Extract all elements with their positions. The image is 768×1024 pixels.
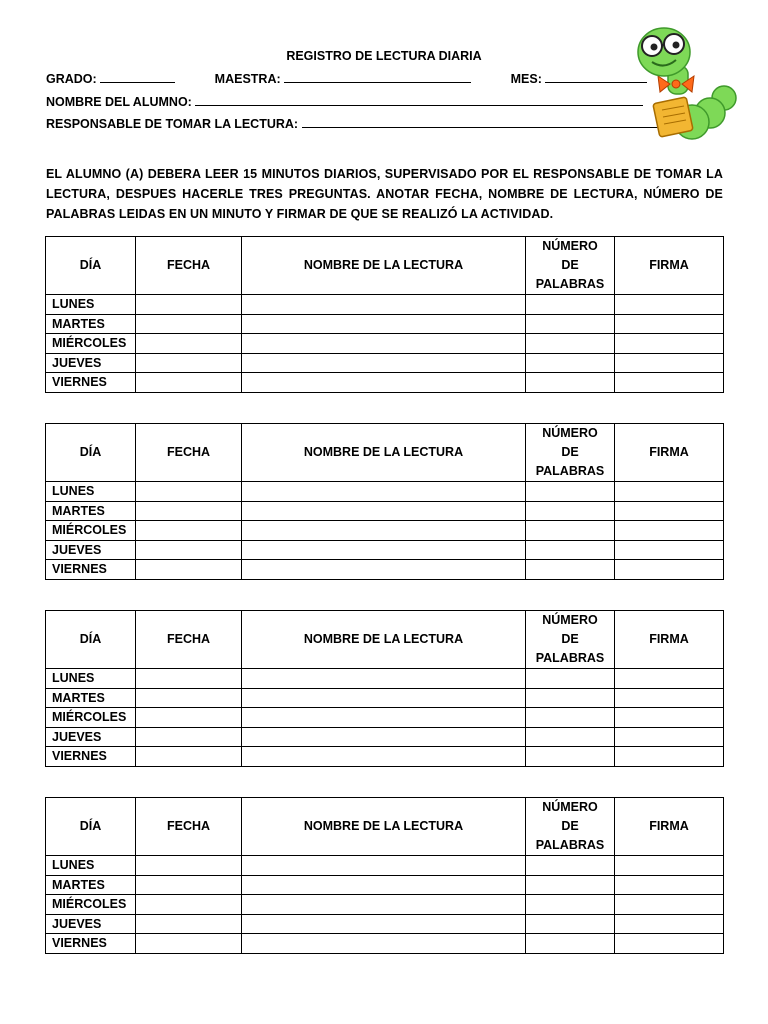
header-firma-text: FIRMA — [649, 819, 689, 833]
header-numero-palabras — [526, 237, 615, 295]
header-fecha-text: FECHA — [166, 258, 211, 272]
fecha-cell[interactable] — [136, 934, 242, 954]
nombre-lectura-cell[interactable] — [242, 373, 526, 393]
table-row — [46, 895, 724, 915]
table-header-row — [46, 424, 724, 482]
table-row — [46, 334, 724, 354]
header-fecha-text: FECHA — [166, 445, 211, 459]
table-row — [46, 501, 724, 521]
reading-log-table-2 — [45, 423, 724, 580]
numero-palabras-cell[interactable] — [526, 875, 615, 895]
table-row — [46, 314, 724, 334]
day-cell: MARTES — [46, 688, 136, 708]
header-numero-palabras-text: NÚMERO — [542, 239, 598, 253]
fecha-cell[interactable] — [136, 295, 242, 315]
numero-palabras-cell[interactable] — [526, 482, 615, 502]
table-row — [46, 295, 724, 315]
instructions-paragraph: EL ALUMNO (A) DEBERA LEER 15 MINUTOS DIARIOS, SUPERVISADO POR EL RESPONSABLE DE TOMAR LA LECTURA, DESPUES HACERLE TRES PREGUNTAS. ANOTAR FECHA, NOMBRE DE LECTURA, NÚMERO DE PALABRAS LEIDAS EN UN MINUTO Y FIRMAR DE QUE SE REALIZÓ LA ACTIVIDAD. — [46, 167, 723, 221]
numero-palabras-cell[interactable] — [526, 521, 615, 541]
header-numero-palabras-text: DE — [561, 632, 579, 646]
bookworm-icon — [622, 18, 740, 148]
fecha-cell[interactable] — [136, 914, 242, 934]
header-firma — [615, 611, 724, 669]
header-row-1 — [46, 70, 647, 86]
day-cell: MIÉRCOLES — [46, 334, 136, 354]
day-cell: MARTES — [46, 501, 136, 521]
day-cell: JUEVES — [46, 914, 136, 934]
reading-log-table-3 — [45, 610, 724, 767]
header-dia — [46, 424, 136, 482]
day-cell: LUNES — [46, 856, 136, 876]
nombre-lectura-cell[interactable] — [242, 934, 526, 954]
fecha-cell[interactable] — [136, 540, 242, 560]
firma-cell[interactable] — [615, 295, 724, 315]
numero-palabras-cell[interactable] — [526, 934, 615, 954]
firma-cell[interactable] — [615, 669, 724, 689]
fecha-cell[interactable] — [136, 373, 242, 393]
fecha-cell[interactable] — [136, 521, 242, 541]
table-row — [46, 747, 724, 767]
nombre-lectura-cell[interactable] — [242, 747, 526, 767]
fecha-cell[interactable] — [136, 875, 242, 895]
header-numero-palabras — [526, 611, 615, 669]
table-header-row — [46, 611, 724, 669]
fecha-cell[interactable] — [136, 727, 242, 747]
numero-palabras-cell[interactable] — [526, 856, 615, 876]
header-nombre-lectura-text: NOMBRE DE LA LECTURA — [303, 258, 464, 272]
numero-palabras-cell[interactable] — [526, 560, 615, 580]
firma-cell[interactable] — [615, 521, 724, 541]
firma-cell[interactable] — [615, 560, 724, 580]
header-nombre-lectura-text: NOMBRE DE LA LECTURA — [303, 445, 464, 459]
table-header-row — [46, 798, 724, 856]
fecha-cell[interactable] — [136, 747, 242, 767]
header-fecha — [136, 798, 242, 856]
nombre-alumno-label: NOMBRE DEL ALUMNO: — [46, 95, 192, 109]
header-firma-text: FIRMA — [649, 445, 689, 459]
nombre-lectura-cell[interactable] — [242, 560, 526, 580]
numero-palabras-cell[interactable] — [526, 727, 615, 747]
grado-label: GRADO: — [46, 72, 97, 86]
header-fecha-text: FECHA — [166, 819, 211, 833]
header-numero-palabras-text: PALABRAS — [535, 838, 605, 852]
table-row — [46, 669, 724, 689]
numero-palabras-cell[interactable] — [526, 295, 615, 315]
table-row — [46, 521, 724, 541]
header-numero-palabras-text: DE — [561, 819, 579, 833]
day-cell: MARTES — [46, 314, 136, 334]
maestra-label: MAESTRA: — [214, 72, 281, 86]
header-numero-palabras-text: PALABRAS — [535, 464, 605, 478]
firma-cell[interactable] — [615, 482, 724, 502]
header-firma — [615, 237, 724, 295]
header-fecha — [136, 237, 242, 295]
header-numero-palabras-text: NÚMERO — [542, 613, 598, 627]
header-nombre-lectura — [242, 798, 526, 856]
day-cell: MARTES — [46, 875, 136, 895]
firma-cell[interactable] — [615, 747, 724, 767]
day-cell: VIERNES — [46, 560, 136, 580]
header-nombre-lectura — [242, 611, 526, 669]
header-row-2 — [46, 93, 643, 109]
table-row — [46, 482, 724, 502]
nombre-lectura-cell[interactable] — [242, 688, 526, 708]
numero-palabras-cell[interactable] — [526, 914, 615, 934]
numero-palabras-cell[interactable] — [526, 708, 615, 728]
header-nombre-lectura — [242, 237, 526, 295]
firma-cell[interactable] — [615, 895, 724, 915]
nombre-lectura-cell[interactable] — [242, 521, 526, 541]
firma-cell[interactable] — [615, 540, 724, 560]
firma-cell[interactable] — [615, 875, 724, 895]
firma-cell[interactable] — [615, 373, 724, 393]
numero-palabras-cell[interactable] — [526, 334, 615, 354]
header-row-3 — [46, 115, 662, 131]
table-row — [46, 914, 724, 934]
nombre-lectura-cell[interactable] — [242, 895, 526, 915]
firma-cell[interactable] — [615, 914, 724, 934]
table-header-row — [46, 237, 724, 295]
header-numero-palabras-text: PALABRAS — [535, 277, 605, 291]
day-cell: JUEVES — [46, 727, 136, 747]
day-cell: VIERNES — [46, 934, 136, 954]
day-cell: LUNES — [46, 669, 136, 689]
day-cell: VIERNES — [46, 373, 136, 393]
header-numero-palabras — [526, 424, 615, 482]
nombre-lectura-cell[interactable] — [242, 501, 526, 521]
table-row — [46, 708, 724, 728]
numero-palabras-cell[interactable] — [526, 314, 615, 334]
header-firma — [615, 798, 724, 856]
table-row — [46, 373, 724, 393]
nombre-lectura-cell[interactable] — [242, 856, 526, 876]
day-cell: JUEVES — [46, 540, 136, 560]
header-firma-text: FIRMA — [649, 258, 689, 272]
fecha-cell[interactable] — [136, 501, 242, 521]
fecha-cell[interactable] — [136, 560, 242, 580]
header-numero-palabras-text: PALABRAS — [535, 651, 605, 665]
header-numero-palabras-text: NÚMERO — [542, 800, 598, 814]
page-title: REGISTRO DE LECTURA DIARIA — [286, 49, 482, 63]
table-row — [46, 540, 724, 560]
nombre-lectura-cell[interactable] — [242, 708, 526, 728]
maestra-field[interactable] — [284, 70, 471, 83]
firma-cell[interactable] — [615, 314, 724, 334]
numero-palabras-cell[interactable] — [526, 501, 615, 521]
numero-palabras-cell[interactable] — [526, 895, 615, 915]
numero-palabras-cell[interactable] — [526, 747, 615, 767]
nombre-lectura-cell[interactable] — [242, 914, 526, 934]
header-nombre-lectura-text: NOMBRE DE LA LECTURA — [303, 632, 464, 646]
header-numero-palabras-text: NÚMERO — [542, 426, 598, 440]
numero-palabras-cell[interactable] — [526, 688, 615, 708]
firma-cell[interactable] — [615, 334, 724, 354]
fecha-cell[interactable] — [136, 314, 242, 334]
table-row — [46, 560, 724, 580]
header-dia-text: DÍA — [79, 258, 102, 272]
day-cell: VIERNES — [46, 747, 136, 767]
nombre-alumno-field[interactable] — [195, 93, 643, 106]
numero-palabras-cell[interactable] — [526, 540, 615, 560]
day-cell: MIÉRCOLES — [46, 895, 136, 915]
header-numero-palabras-text: DE — [561, 258, 579, 272]
fecha-cell[interactable] — [136, 688, 242, 708]
nombre-lectura-cell[interactable] — [242, 334, 526, 354]
firma-cell[interactable] — [615, 934, 724, 954]
nombre-lectura-cell[interactable] — [242, 482, 526, 502]
nombre-lectura-cell[interactable] — [242, 669, 526, 689]
nombre-lectura-cell[interactable] — [242, 875, 526, 895]
firma-cell[interactable] — [615, 708, 724, 728]
header-dia-text: DÍA — [79, 819, 102, 833]
fecha-cell[interactable] — [136, 353, 242, 373]
firma-cell[interactable] — [615, 856, 724, 876]
firma-cell[interactable] — [615, 353, 724, 373]
nombre-lectura-cell[interactable] — [242, 353, 526, 373]
header-dia — [46, 798, 136, 856]
reading-log-table-1 — [45, 236, 724, 393]
table-row — [46, 688, 724, 708]
header-numero-palabras — [526, 798, 615, 856]
nombre-lectura-cell[interactable] — [242, 295, 526, 315]
table-row — [46, 875, 724, 895]
fecha-cell[interactable] — [136, 482, 242, 502]
fecha-cell[interactable] — [136, 669, 242, 689]
header-dia-text: DÍA — [79, 445, 102, 459]
mes-label: MES: — [510, 72, 542, 86]
nombre-lectura-cell[interactable] — [242, 540, 526, 560]
firma-cell[interactable] — [615, 688, 724, 708]
header-fecha — [136, 424, 242, 482]
reading-log-table-4 — [45, 797, 724, 954]
numero-palabras-cell[interactable] — [526, 669, 615, 689]
firma-cell[interactable] — [615, 501, 724, 521]
day-cell: MIÉRCOLES — [46, 521, 136, 541]
responsable-field[interactable] — [302, 115, 662, 128]
header-numero-palabras-text: DE — [561, 445, 579, 459]
header-firma-text: FIRMA — [649, 632, 689, 646]
table-row — [46, 856, 724, 876]
header-fecha-text: FECHA — [166, 632, 211, 646]
header-firma — [615, 424, 724, 482]
header-fecha — [136, 611, 242, 669]
fecha-cell[interactable] — [136, 856, 242, 876]
table-row — [46, 727, 724, 747]
fecha-cell[interactable] — [136, 334, 242, 354]
responsable-label: RESPONSABLE DE TOMAR LA LECTURA: — [46, 117, 299, 131]
firma-cell[interactable] — [615, 727, 724, 747]
grado-field[interactable] — [100, 70, 175, 83]
fecha-cell[interactable] — [136, 708, 242, 728]
day-cell: LUNES — [46, 295, 136, 315]
fecha-cell[interactable] — [136, 895, 242, 915]
header-nombre-lectura — [242, 424, 526, 482]
day-cell: LUNES — [46, 482, 136, 502]
header-dia — [46, 611, 136, 669]
nombre-lectura-cell[interactable] — [242, 314, 526, 334]
numero-palabras-cell[interactable] — [526, 373, 615, 393]
header-dia — [46, 237, 136, 295]
table-row — [46, 353, 724, 373]
header-dia-text: DÍA — [79, 632, 102, 646]
table-row — [46, 934, 724, 954]
nombre-lectura-cell[interactable] — [242, 727, 526, 747]
header-nombre-lectura-text: NOMBRE DE LA LECTURA — [303, 819, 464, 833]
day-cell: JUEVES — [46, 353, 136, 373]
numero-palabras-cell[interactable] — [526, 353, 615, 373]
day-cell: MIÉRCOLES — [46, 708, 136, 728]
